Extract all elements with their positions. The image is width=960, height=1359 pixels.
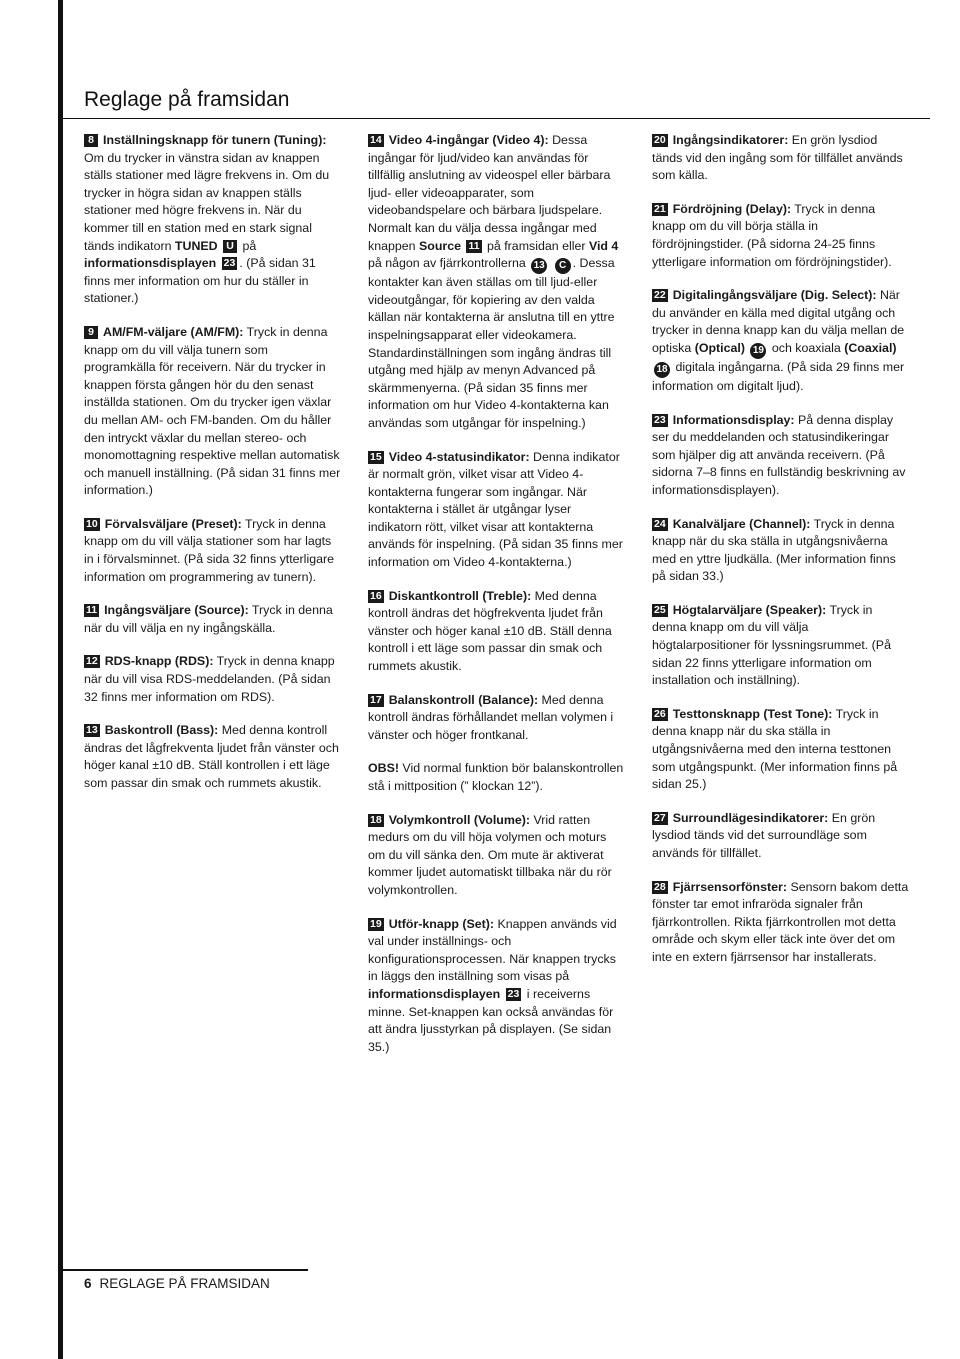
- item-body: En grön lysdiod tänds vid det surroundläge som används för tillfället.: [652, 810, 876, 860]
- item-body: . (På sidan 31 finns mer information om hur du ställer in stationer.): [84, 256, 316, 306]
- item-body: i receiverns minne. Set-knappen kan också användas för att ändra ljusstyrkan på displayen. (Se sidan 35.): [368, 986, 614, 1054]
- item-body: digitala ingångarna. (På sida 29 finns mer information om digitalt ljud).: [652, 359, 905, 393]
- item-heading: Digitalingångsväljare (Dig. Select):: [672, 288, 877, 303]
- item-body: och koaxiala: [768, 340, 845, 355]
- column-3: [652, 132, 910, 983]
- item-body: Om du trycker in vänstra sidan av knappen ställs stationer med lägre frekvens in. Om du trycker in högra sidan av knappen ställs stationer med högre frekvens in. När du kommer till en station med en stark signal tänds indikatorn: [84, 150, 330, 253]
- item-number: 22: [654, 289, 666, 302]
- item-8: [84, 132, 342, 308]
- item-heading: Diskantkontroll (Treble):: [388, 588, 532, 603]
- tuned-label: TUNED: [174, 238, 218, 253]
- item-body: Tryck in denna knapp när du ska ställa in utgångsnivåerna med den interna testtonen som utgångspunkt. (Mer information finns på sidan 25.): [652, 706, 898, 792]
- item-heading: Ingångsväljare (Source):: [104, 603, 249, 618]
- item-24: [652, 516, 910, 586]
- item-number: 24: [654, 517, 666, 530]
- obs-body: Vid normal funktion bör balanskontrollen stå i mittposition (” klockan 12”).: [368, 761, 624, 793]
- item-heading: Surroundlägesindikatorer:: [672, 810, 829, 825]
- item-17: [368, 692, 626, 745]
- item-heading: Förvalsväljare (Preset):: [104, 516, 242, 531]
- item-heading: Ingångsindikatorer:: [672, 133, 789, 147]
- ref-circle: 13: [531, 258, 547, 274]
- display-label: informationsdisplayen: [368, 986, 501, 1001]
- column-2: [368, 132, 626, 1072]
- item-body: Tryck in denna knapp om du vill välja högtalarpositioner för lyssningsrummet. (På sidan 22 finns ytterligare information om installation och inställning).: [652, 602, 891, 688]
- item-number: 12: [86, 655, 98, 668]
- item-body: på framsidan eller: [483, 238, 589, 253]
- item-body: Tryck in denna knapp när du vill visa RDS-meddelanden. (På sidan 32 finns mer information om RDS).: [84, 654, 335, 704]
- item-body: Tryck in denna knapp om du vill välja stationer som har lagts in i förvalsminnet. (På sida 32 finns ytterligare information om programmering av tunern).: [84, 516, 334, 584]
- item-body: Med denna kontroll ändras det lågfrekventa ljudet från vänster och höger kanal ±10 dB. Ställ kontrollen i ett läge som passar din smak och rummets akustik.: [84, 723, 339, 790]
- item-27: [652, 810, 910, 863]
- item-body: Denna indikator är normalt grön, vilket visar att Video 4-kontakterna fungerar som ingångar. När kontakterna i stället är utgångar lyser indikatorn rött, vilket visar att kontakterna används för inspelning. (På sidan 35 finns mer information om Video 4-kontakterna.): [368, 449, 623, 570]
- item-number: 17: [370, 693, 382, 706]
- item-15: [368, 449, 626, 572]
- source-label: Source: [418, 238, 461, 253]
- item-number: 8: [84, 134, 98, 147]
- item-heading: Informationsdisplay:: [672, 412, 795, 427]
- item-body: En grön lysdiod tänds vid den ingång som för tillfället används som källa.: [652, 133, 903, 183]
- item-25: [652, 602, 910, 690]
- item-number: 19: [370, 917, 382, 930]
- item-body: Tryck in denna knapp om du vill börja ställa in fördröjningstider. (På sidorna 24-25 finns ytterligare information om fördröjningstider).: [652, 201, 892, 269]
- item-heading: Testtonsknapp (Test Tone):: [672, 706, 833, 721]
- item-16: [368, 588, 626, 676]
- item-number: 18: [370, 813, 382, 826]
- item-heading: Fjärrsensorfönster:: [672, 879, 787, 894]
- footer-rule: [58, 1269, 308, 1271]
- obs-heading: OBS!: [368, 761, 399, 776]
- ref-number: 23: [223, 257, 236, 270]
- item-heading: Video 4-statusindikator:: [388, 449, 530, 464]
- item-number: 11: [86, 604, 98, 617]
- item-heading: RDS-knapp (RDS):: [104, 654, 214, 669]
- item-23: [652, 412, 910, 500]
- item-number: 13: [86, 724, 98, 737]
- item-body: Sensorn bakom detta fönster tar emot infraröda signaler från fjärrkontrollen. Rikta fjärrkontrollen mot detta område och skym eller täck inte över det om inte en extern fjärrsensor har installerats.: [652, 879, 909, 964]
- item-body: Tryck in denna när du vill välja en ny ingångskälla.: [84, 603, 333, 635]
- left-vertical-rule: [58, 0, 63, 1359]
- ref-number: 23: [507, 987, 520, 1000]
- item-number: 23: [654, 413, 666, 426]
- item-body: Dessa ingångar för ljud/video kan användas för tillfällig anslutning av videospel eller bärbara ljud- eller videoapparater, som videobandspelare och bärbara ljudspelare. Normalt kan du välja dessa ingångar med knappen: [368, 133, 611, 253]
- item-body: Med denna kontroll ändras det högfrekventa ljudet från vänster och höger kanal ±10 dB. Ställ denna kontroll i ett läge som passar din smak och rummets akustik.: [368, 588, 612, 674]
- item-9: [84, 324, 342, 500]
- obs-note: [368, 760, 626, 795]
- vid4-label: Vid 4: [588, 238, 619, 253]
- item-13: [84, 722, 342, 792]
- coaxial-label: (Coaxial): [844, 340, 897, 355]
- ref-circle: 18: [654, 362, 670, 378]
- item-body: . Dessa kontakter kan även ställas om till ljud-eller videoutgångar, för kopiering av den valda källan när kontakterna är anslutna till en yttre inspelningsapparat eller videokamera. Standardinställningen som ingång ändras till utgång med hjälp av menyn Advanced på skärmmenyerna. (På sidan 35 finns mer information om hur Video 4-kontakterna kan användas som utgångar för inspelning.): [368, 256, 615, 430]
- ref-circle: 19: [750, 343, 766, 359]
- item-number: 25: [654, 603, 666, 616]
- item-14: [368, 132, 626, 433]
- page-footer: [84, 1276, 270, 1291]
- item-number: 26: [654, 707, 666, 720]
- item-12: [84, 653, 342, 706]
- ref-number: 11: [468, 239, 480, 252]
- item-number: 9: [84, 326, 98, 339]
- item-number: 15: [370, 450, 382, 463]
- ref-circle: C: [555, 258, 571, 274]
- item-26: [652, 706, 910, 794]
- item-body: på någon av fjärrkontrollerna: [368, 256, 530, 271]
- item-body: Med denna kontroll ändras förhållandet mellan volymen i vänster och höger frontkanal.: [368, 692, 614, 742]
- item-heading: AM/FM-väljare (AM/FM):: [103, 324, 244, 339]
- item-body: Tryck in denna knapp om du vill välja tunern som programkälla för receivern. När du trycker in knappen första gången hör du den senast inställda stationen. Om du trycker igen växlar du mellan AM- och FM-banden. Om du håller den intryckt växlar du mellan stereo- och monomottagning respektive mellan automatisk och manuell inställning. (På sidan 31 finns mer information.): [84, 324, 341, 498]
- ref-number: U: [223, 240, 237, 253]
- item-body: Tryck in denna knapp när du ska ställa in utgångsnivåerna med en yttre ljudkälla. (Mer information finns på sidan 33.): [652, 516, 896, 584]
- page-number: 6: [84, 1276, 92, 1291]
- optical-label: (Optical): [694, 340, 745, 355]
- footer-label: REGLAGE PÅ FRAMSIDAN: [99, 1276, 270, 1291]
- item-10: [84, 516, 342, 586]
- item-number: 28: [654, 880, 666, 893]
- item-heading: Kanalväljare (Channel):: [672, 516, 811, 531]
- item-18: [368, 812, 626, 900]
- item-heading: Volymkontroll (Volume):: [388, 812, 531, 827]
- title-rule: [58, 118, 930, 119]
- item-heading: Video 4-ingångar (Video 4):: [388, 133, 549, 147]
- item-11: [84, 602, 342, 637]
- item-number: 16: [370, 589, 382, 602]
- item-body: På denna display ser du meddelanden och statusindikeringar som hjälper dig att använda receivern. (På sidorna 7–8 finns en fullständig beskrivning av informationsdisplayen).: [652, 412, 906, 497]
- item-body: Knappen används vid val under inställnings- och konfigurationsprocessen. När knappen trycks in läggs den inställning som visas på: [368, 916, 617, 984]
- item-heading: Fördröjning (Delay):: [672, 201, 792, 216]
- column-1: [84, 132, 342, 809]
- item-heading: Utför-knapp (Set):: [388, 916, 494, 931]
- item-28: [652, 879, 910, 967]
- item-heading: Inställningsknapp för tunern (Tuning):: [103, 133, 327, 147]
- item-body: När du använder en källa med digital utgång och trycker in denna knapp kan du välja mellan de optiska: [652, 288, 905, 355]
- item-number: 14: [370, 134, 382, 146]
- item-heading: Balanskontroll (Balance):: [388, 692, 539, 707]
- item-heading: Baskontroll (Bass):: [104, 723, 219, 738]
- page-title: Reglage på framsidan: [84, 88, 290, 111]
- item-body: Vrid ratten medurs om du vill höja volymen och moturs om du vill sänka den. Om mute är aktiverat kommer ljudet automatiskt tillbaka när du rör volymkontrollen.: [368, 812, 612, 897]
- item-body: på: [239, 238, 257, 253]
- item-number: 27: [654, 811, 666, 824]
- item-20: [652, 132, 910, 185]
- item-number: 21: [654, 202, 666, 215]
- item-number: 10: [86, 517, 98, 530]
- item-19: [368, 916, 626, 1057]
- item-21: [652, 201, 910, 271]
- item-22: [652, 287, 910, 395]
- display-label: informationsdisplayen: [84, 256, 217, 271]
- item-heading: Högtalarväljare (Speaker):: [672, 602, 827, 617]
- item-number: 20: [654, 134, 666, 146]
